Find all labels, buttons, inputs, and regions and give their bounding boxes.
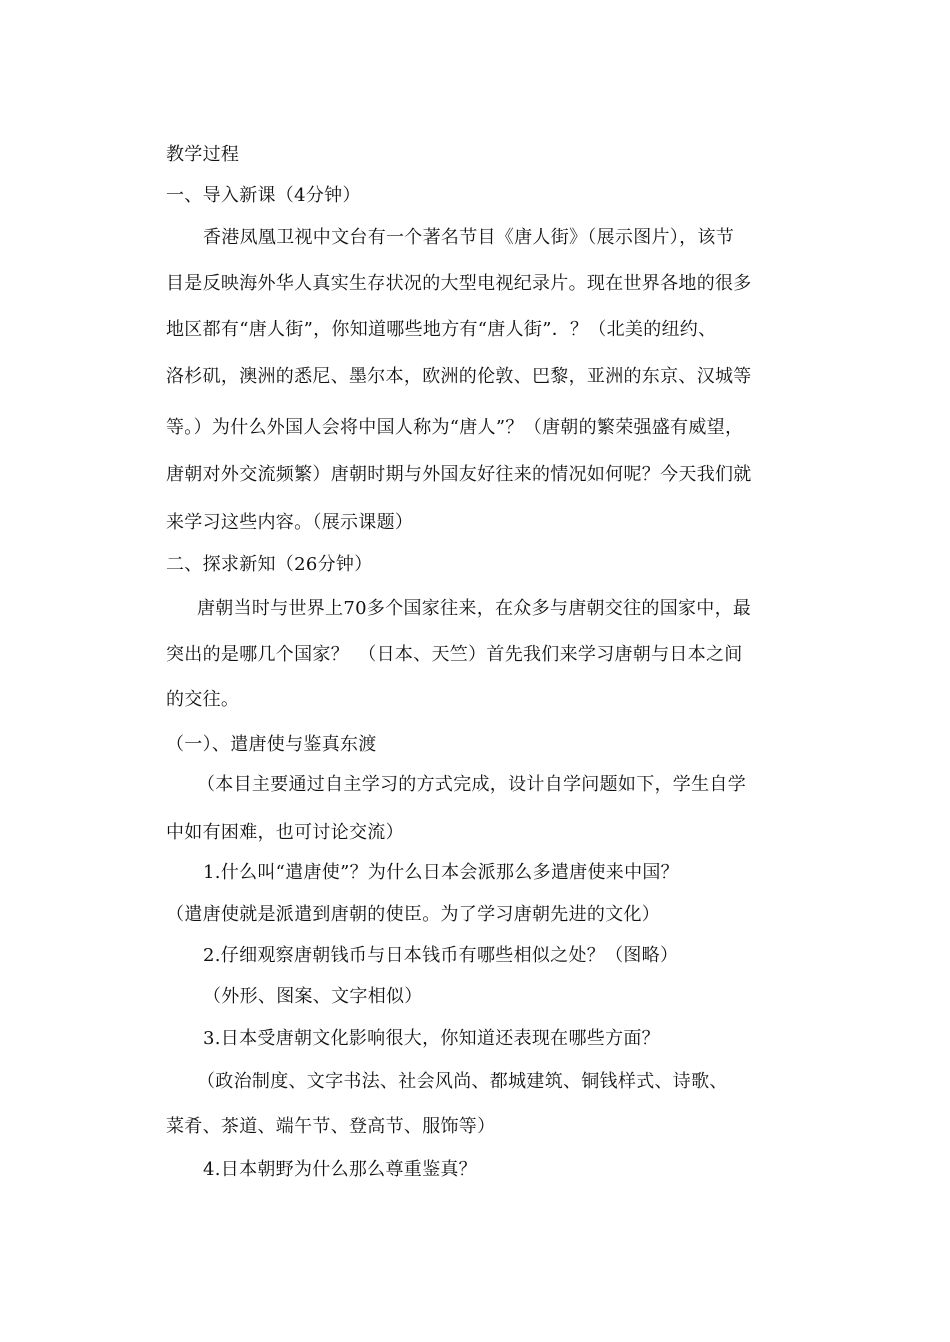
answer-2: （外形、图案、文字相似） — [203, 986, 423, 1007]
answer-1: （遣唐使就是派遣到唐朝的使臣。为了学习唐朝先进的文化） — [166, 904, 661, 925]
section2-paragraph-line: 唐朝当时与世界上70多个国家往来，在众多与唐朝交往的国家中，最 — [197, 598, 752, 619]
question-3: 3.日本受唐朝文化影响很大，你知道还表现在哪些方面？ — [203, 1028, 660, 1049]
document-heading: 教学过程 — [166, 144, 240, 165]
question-4: 4.日本朝野为什么那么尊重鉴真？ — [203, 1159, 477, 1180]
section1-title: 一、导入新课（4分钟） — [166, 185, 361, 206]
answer-3-line: 菜肴、茶道、端午节、登高节、服饰等） — [166, 1116, 496, 1137]
section1-paragraph-line: 目是反映海外华人真实生存状况的大型电视纪录片。现在世界各地的很多 — [166, 273, 752, 294]
section1-paragraph-line: 唐朝对外交流频繁）唐朝时期与外国友好往来的情况如何呢？今天我们就 — [166, 464, 752, 485]
section2-title: 二、探求新知（26分钟） — [166, 554, 373, 575]
question-1: 1.什么叫“遣唐使”？为什么日本会派那么多遣唐使来中国？ — [203, 862, 679, 883]
section2-paragraph-line: 的交往。 — [166, 689, 240, 710]
subsection1-title: （一）、遣唐使与鉴真东渡 — [166, 734, 377, 755]
section1-paragraph-line: 地区都有“唐人街”，你知道哪些地方有“唐人街”．？（北美的纽约、 — [166, 319, 717, 340]
section1-paragraph-line: 洛杉矶，澳洲的悉尼、墨尔本，欧洲的伦敦、巴黎，亚洲的东京、汉城等 — [166, 366, 752, 387]
answer-3-line: （政治制度、文字书法、社会风尚、都城建筑、铜钱样式、诗歌、 — [197, 1071, 728, 1092]
section2-paragraph-line: 突出的是哪几个国家？ （日本、天竺）首先我们来学习唐朝与日本之间 — [166, 644, 743, 665]
section1-paragraph-line: 香港凤凰卫视中文台有一个著名节目《唐人街》（展示图片），该节 — [203, 227, 734, 248]
section1-paragraph-line: 等。）为什么外国人会将中国人称为“唐人”？（唐朝的繁荣强盛有威望， — [166, 417, 744, 438]
subsection1-intro-line: 中如有困难，也可讨论交流） — [166, 822, 404, 843]
section1-paragraph-line: 来学习这些内容。（展示课题） — [166, 512, 414, 533]
subsection1-intro-line: （本目主要通过自主学习的方式完成，设计自学问题如下，学生自学 — [197, 774, 746, 795]
question-2: 2.仔细观察唐朝钱币与日本钱币有哪些相似之处？（图略） — [203, 945, 679, 966]
